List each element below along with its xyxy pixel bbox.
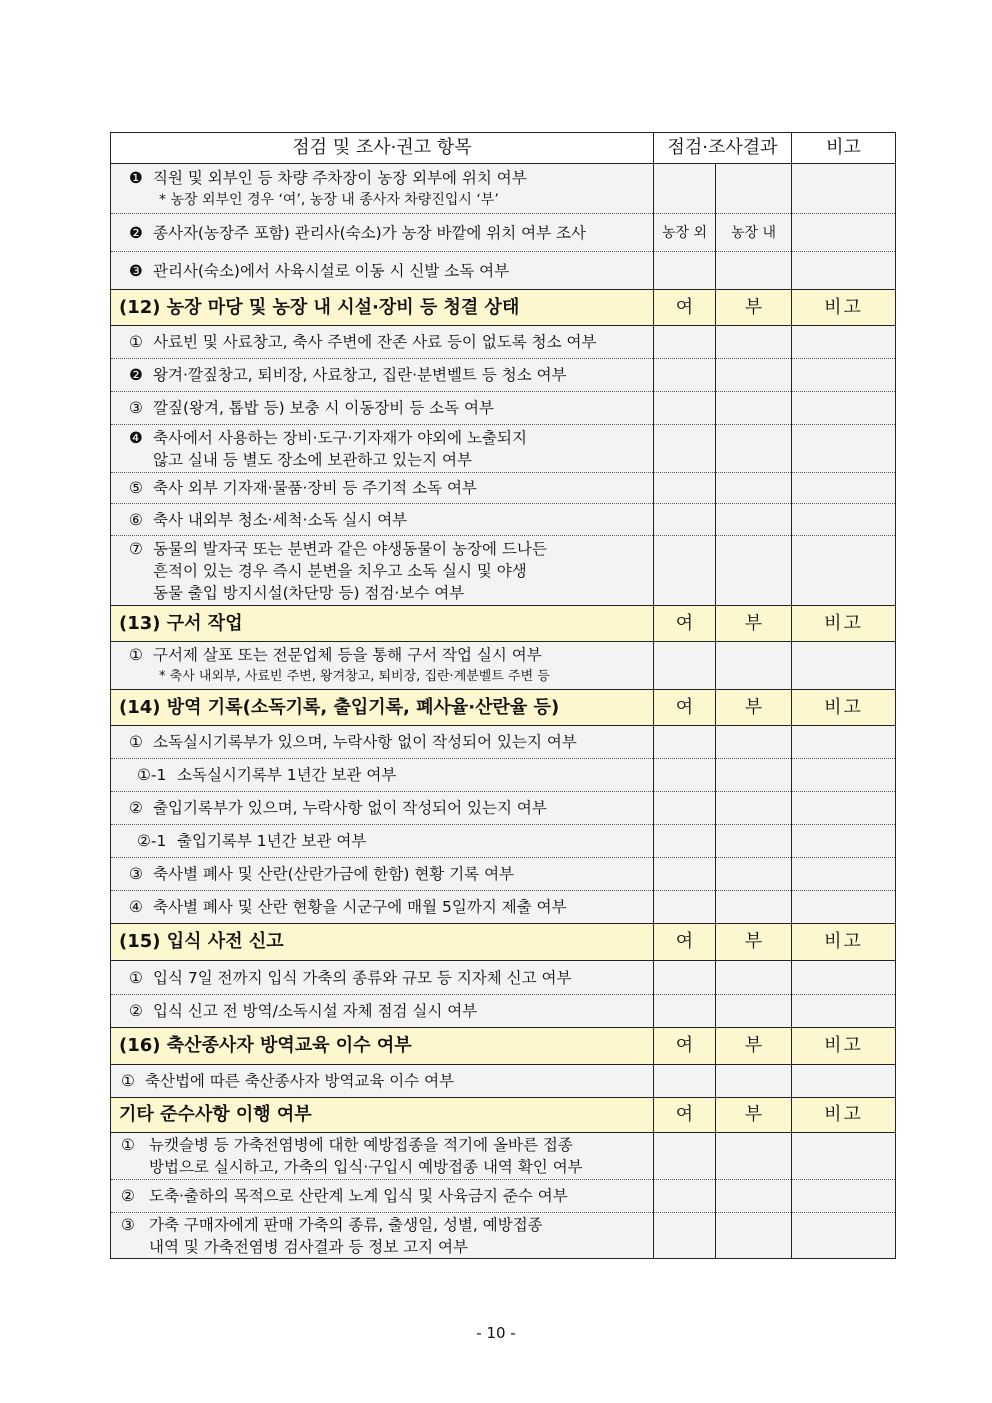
section-title: 기타 준수사항 이행 여부 xyxy=(111,1098,654,1133)
section-yes-label: 여 xyxy=(654,690,716,726)
table-row xyxy=(111,252,896,290)
item-text: 축산법에 따른 축산종사자 방역교육 이수 여부 xyxy=(145,1072,455,1090)
table-row xyxy=(111,326,896,359)
result-cell-yes[interactable] xyxy=(654,858,716,891)
result-cell-yes[interactable] xyxy=(654,1065,716,1098)
result-cell-yes[interactable] xyxy=(654,425,716,473)
section-title: (12) 농장 마당 및 농장 내 시설·장비 등 청결 상태 xyxy=(111,290,654,326)
result-cell-no[interactable] xyxy=(716,1180,792,1213)
result-cell-yes[interactable] xyxy=(654,642,716,690)
item-number: ❹ xyxy=(129,428,143,447)
result-cell-no[interactable] xyxy=(716,792,792,825)
note-cell[interactable] xyxy=(792,536,896,606)
result-cell-no[interactable] xyxy=(716,1213,792,1259)
item-text: 구서제 살포 또는 전문업체 등을 통해 구서 작업 실시 여부 xyxy=(153,645,542,664)
note-cell[interactable] xyxy=(792,642,896,690)
table-row xyxy=(111,392,896,425)
header-result: 점검·조사결과 xyxy=(654,133,792,164)
result-cell-yes[interactable] xyxy=(654,995,716,1028)
result-cell-yes[interactable] xyxy=(654,961,716,995)
result-cell-yes[interactable] xyxy=(654,792,716,825)
note-cell[interactable] xyxy=(792,392,896,425)
table-row xyxy=(111,164,896,214)
item-note: * 농장 외부인 경우 ‘여’, 농장 내 종사자 차량진입시 ‘부’ xyxy=(159,191,499,208)
result-cell-farm-outside[interactable]: 농장 외 xyxy=(654,214,716,252)
result-cell-no[interactable] xyxy=(716,473,792,504)
item-number: ❸ xyxy=(129,261,143,280)
section-no-label: 부 xyxy=(716,924,792,961)
table-row xyxy=(111,825,896,858)
item-number: ③ xyxy=(121,1215,135,1234)
item-text: 동물의 발자국 또는 분변과 같은 야생동물이 농장에 드나든 xyxy=(153,539,547,558)
table-row xyxy=(111,536,896,606)
result-cell-yes[interactable] xyxy=(654,1180,716,1213)
result-cell-no[interactable] xyxy=(716,504,792,536)
section-no-label: 부 xyxy=(716,606,792,642)
page-number: - 10 - xyxy=(476,1324,516,1342)
inspection-checklist-table xyxy=(110,132,896,1259)
result-cell-yes[interactable] xyxy=(654,759,716,792)
item-number: ⑦ xyxy=(129,539,143,558)
table-row xyxy=(111,961,896,995)
note-cell[interactable] xyxy=(792,504,896,536)
result-cell-no[interactable] xyxy=(716,642,792,690)
item-text: 종사자(농장주 포함) 관리사(숙소)가 농장 바깥에 위치 여부 조사 xyxy=(153,223,587,242)
item-number: ③ xyxy=(129,399,143,417)
item-number: ❷ xyxy=(129,366,143,384)
table-row xyxy=(111,995,896,1028)
item-number: ① xyxy=(121,1072,135,1090)
item-text: 직원 및 외부인 등 차량 주차장이 농장 외부에 위치 여부 xyxy=(153,168,527,187)
note-cell[interactable] xyxy=(792,1180,896,1213)
item-number: ② xyxy=(121,1187,135,1205)
item-number: ⑥ xyxy=(129,510,143,529)
note-cell[interactable] xyxy=(792,961,896,995)
item-text: 않고 실내 등 별도 장소에 보관하고 있는지 여부 xyxy=(153,450,472,469)
item-number: ① xyxy=(129,645,143,664)
note-cell[interactable] xyxy=(792,252,896,290)
item-number: ❶ xyxy=(129,168,143,187)
item-number: ② xyxy=(129,799,143,817)
item-number: ② xyxy=(129,1002,143,1020)
section-title: (15) 입식 사전 신고 xyxy=(111,924,654,961)
section-header-row xyxy=(111,924,896,961)
section-title: (16) 축산종사자 방역교육 이수 여부 xyxy=(111,1028,654,1065)
item-text: 출입기록부가 있으며, 누락사항 없이 작성되어 있는지 여부 xyxy=(153,799,547,817)
table-row xyxy=(111,1133,896,1180)
note-cell[interactable] xyxy=(792,858,896,891)
item-number: ⑤ xyxy=(129,479,143,497)
result-cell-no[interactable] xyxy=(716,164,792,214)
section-header-row xyxy=(111,1028,896,1065)
item-text: 출입기록부 1년간 보관 여부 xyxy=(177,832,367,850)
table-row xyxy=(111,473,896,504)
item-text: 깔짚(왕겨, 톱밥 등) 보충 시 이동장비 등 소독 여부 xyxy=(153,399,494,417)
result-cell-yes[interactable] xyxy=(654,252,716,290)
table-row xyxy=(111,642,896,690)
item-text: 가축 구매자에게 판매 가축의 종류, 출생일, 성별, 예방접종 xyxy=(149,1215,543,1234)
table-row xyxy=(111,759,896,792)
item-text: 입식 7일 전까지 입식 가축의 종류와 규모 등 지자체 신고 여부 xyxy=(153,968,572,987)
table-row xyxy=(111,425,896,473)
item-text: 축사에서 사용하는 장비·도구·기자재가 야외에 노출되지 xyxy=(153,428,527,447)
result-cell-no[interactable] xyxy=(716,359,792,392)
result-cell-yes[interactable] xyxy=(654,1133,716,1180)
table-row xyxy=(111,726,896,759)
result-cell-yes[interactable] xyxy=(654,326,716,359)
section-no-label: 부 xyxy=(716,1028,792,1065)
result-cell-yes[interactable] xyxy=(654,473,716,504)
item-text: 흔적이 있는 경우 즉시 분변을 치우고 소독 실시 및 야생 xyxy=(153,561,527,580)
section-note-label: 비고 xyxy=(792,1028,896,1065)
item-text: 축사별 폐사 및 산란(산란가금에 한함) 현황 기록 여부 xyxy=(153,865,515,883)
item-number: ②-1 xyxy=(137,832,167,850)
result-cell-farm-inside[interactable]: 농장 내 xyxy=(716,214,792,252)
result-cell-no[interactable] xyxy=(716,858,792,891)
item-number: ① xyxy=(129,968,143,987)
result-cell-no[interactable] xyxy=(716,1065,792,1098)
item-number: ③ xyxy=(129,865,143,883)
item-text: 입식 신고 전 방역/소독시설 자체 점검 실시 여부 xyxy=(153,1002,478,1020)
section-title: (14) 방역 기록(소독기록, 출입기록, 폐사율·산란율 등) xyxy=(111,690,654,726)
header-note: 비고 xyxy=(792,133,896,164)
table-row xyxy=(111,1213,896,1259)
section-header-row xyxy=(111,606,896,642)
section-yes-label: 여 xyxy=(654,1098,716,1133)
item-text: 소독실시기록부 1년간 보관 여부 xyxy=(177,766,397,784)
note-cell[interactable] xyxy=(792,759,896,792)
note-cell[interactable] xyxy=(792,825,896,858)
section-title: (13) 구서 작업 xyxy=(111,606,654,642)
item-text: 방법으로 실시하고, 가축의 입식·구입시 예방접종 내역 확인 여부 xyxy=(149,1158,583,1176)
item-text: 축사별 폐사 및 산란 현황을 시군구에 매월 5일까지 제출 여부 xyxy=(153,898,567,916)
note-cell[interactable] xyxy=(792,1213,896,1259)
section-note-label: 비고 xyxy=(792,690,896,726)
section-note-label: 비고 xyxy=(792,290,896,326)
section-header-row xyxy=(111,1098,896,1133)
header-item: 점검 및 조사·권고 항목 xyxy=(111,133,654,164)
table-row xyxy=(111,359,896,392)
section-no-label: 부 xyxy=(716,690,792,726)
item-text: 소독실시기록부가 있으며, 누락사항 없이 작성되어 있는지 여부 xyxy=(153,733,577,751)
section-yes-label: 여 xyxy=(654,924,716,961)
result-cell-yes[interactable] xyxy=(654,891,716,924)
result-cell-no[interactable] xyxy=(716,1133,792,1180)
note-cell[interactable] xyxy=(792,726,896,759)
table-row xyxy=(111,891,896,924)
item-text: 관리사(숙소)에서 사육시설로 이동 시 신발 소독 여부 xyxy=(153,261,510,280)
table-row xyxy=(111,504,896,536)
item-number: ❷ xyxy=(129,223,143,242)
result-cell-yes[interactable] xyxy=(654,164,716,214)
note-cell[interactable] xyxy=(792,164,896,214)
item-number: ① xyxy=(121,1136,135,1154)
note-cell[interactable] xyxy=(792,1133,896,1180)
item-text: 내역 및 가축전염병 검사결과 등 정보 고지 여부 xyxy=(149,1237,468,1256)
result-cell-no[interactable] xyxy=(716,536,792,606)
item-number: ① xyxy=(129,333,143,351)
section-note-label: 비고 xyxy=(792,606,896,642)
result-cell-no[interactable] xyxy=(716,961,792,995)
section-header-row xyxy=(111,690,896,726)
table-row xyxy=(111,1065,896,1098)
note-cell[interactable] xyxy=(792,792,896,825)
item-text: 사료빈 및 사료창고, 축사 주변에 잔존 사료 등이 없도록 청소 여부 xyxy=(153,333,597,351)
result-cell-no[interactable] xyxy=(716,392,792,425)
section-yes-label: 여 xyxy=(654,606,716,642)
table-header-row xyxy=(111,133,896,164)
table-row xyxy=(111,1180,896,1213)
note-cell[interactable] xyxy=(792,995,896,1028)
note-cell[interactable] xyxy=(792,425,896,473)
table-row xyxy=(111,214,896,252)
table-row xyxy=(111,858,896,891)
result-cell-yes[interactable] xyxy=(654,359,716,392)
item-note: * 축사 내외부, 사료빈 주변, 왕겨창고, 퇴비장, 집란·계분벨트 주변 등 xyxy=(159,668,550,684)
section-note-label: 비고 xyxy=(792,924,896,961)
item-text: 왕겨·깔짚창고, 퇴비장, 사료창고, 집란·분변벨트 등 청소 여부 xyxy=(153,366,567,384)
section-yes-label: 여 xyxy=(654,290,716,326)
item-text: 동물 출입 방지시설(차단망 등) 점검·보수 여부 xyxy=(153,583,465,602)
result-cell-no[interactable] xyxy=(716,726,792,759)
result-cell-no[interactable] xyxy=(716,891,792,924)
result-cell-no[interactable] xyxy=(716,825,792,858)
result-cell-yes[interactable] xyxy=(654,726,716,759)
item-text: 축사 내외부 청소·세척·소독 실시 여부 xyxy=(153,510,408,529)
note-cell[interactable] xyxy=(792,359,896,392)
result-cell-no[interactable] xyxy=(716,252,792,290)
section-note-label: 비고 xyxy=(792,1098,896,1133)
result-cell-yes[interactable] xyxy=(654,536,716,606)
result-cell-no[interactable] xyxy=(716,759,792,792)
result-cell-yes[interactable] xyxy=(654,504,716,536)
item-text: 축사 외부 기자재·물품·장비 등 주기적 소독 여부 xyxy=(153,479,477,497)
item-number: ① xyxy=(129,733,143,751)
note-cell[interactable] xyxy=(792,891,896,924)
section-yes-label: 여 xyxy=(654,1028,716,1065)
item-number: ①-1 xyxy=(137,766,167,784)
result-cell-yes[interactable] xyxy=(654,825,716,858)
item-text: 도축·출하의 목적으로 산란계 노계 입식 및 사육금지 준수 여부 xyxy=(149,1187,568,1205)
result-cell-no[interactable] xyxy=(716,425,792,473)
section-no-label: 부 xyxy=(716,1098,792,1133)
table-row xyxy=(111,792,896,825)
note-cell[interactable] xyxy=(792,214,896,252)
result-cell-no[interactable] xyxy=(716,995,792,1028)
item-number: ④ xyxy=(129,898,143,916)
item-text: 뉴캣슬병 등 가축전염병에 대한 예방접종을 적기에 올바른 접종 xyxy=(149,1136,573,1154)
result-cell-no[interactable] xyxy=(716,326,792,359)
section-no-label: 부 xyxy=(716,290,792,326)
note-cell[interactable] xyxy=(792,473,896,504)
result-cell-yes[interactable] xyxy=(654,392,716,425)
note-cell[interactable] xyxy=(792,1065,896,1098)
note-cell[interactable] xyxy=(792,326,896,359)
result-cell-yes[interactable] xyxy=(654,1213,716,1259)
section-header-row xyxy=(111,290,896,326)
